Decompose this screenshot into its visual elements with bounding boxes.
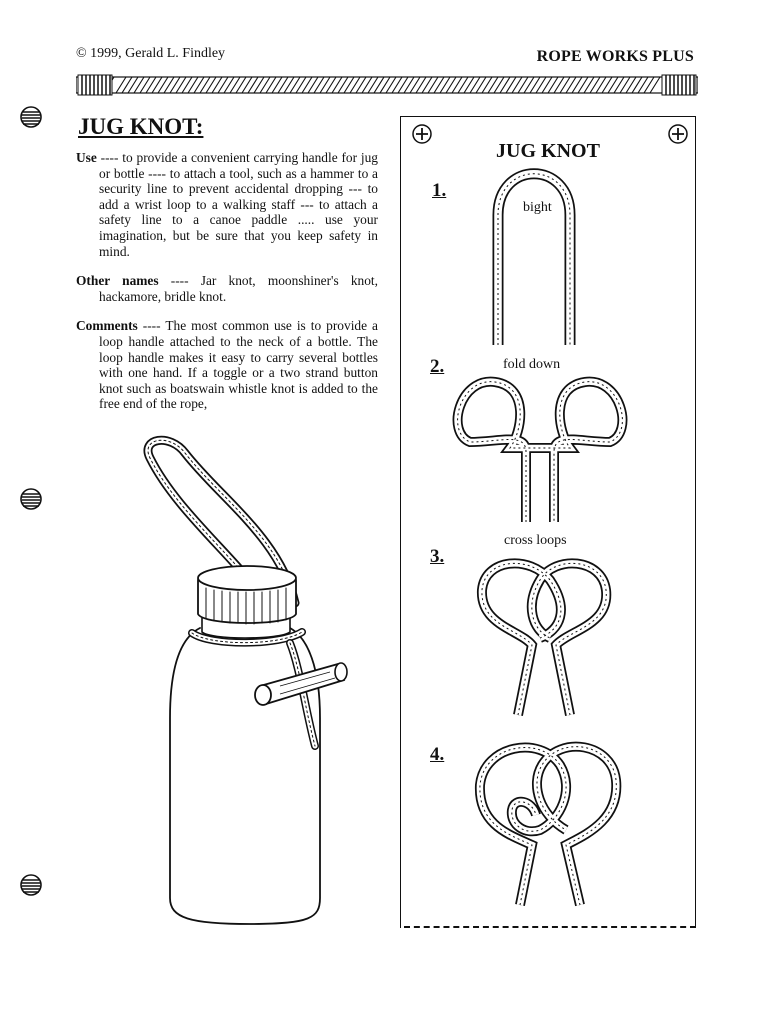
step-3-label: cross loops: [504, 533, 567, 548]
other-names-label: Other names: [76, 273, 159, 289]
copyright-notice: © 1999, Gerald L. Findley: [76, 46, 226, 61]
step-1-bight-diagram: [470, 165, 610, 350]
step-2-number: 2.: [430, 356, 445, 377]
binder-hole-icon: [20, 874, 42, 896]
binder-hole-icon: [20, 106, 42, 128]
use-label: Use: [76, 150, 97, 165]
cut-line: [404, 926, 696, 928]
step-2-fold-down-diagram: [450, 372, 630, 527]
brand-title: ROPE WORKS PLUS: [536, 48, 694, 65]
step-1-label: bight: [523, 200, 552, 215]
comments-text: ---- The most common use is to provide a loop handle attached to the neck of a bottle. The loop handle makes it easy to carry several bottles with one hand. If a toggle or a two strand button knot such as boatswain whistle knot is added to the free end of the rope,: [99, 318, 378, 412]
use-text: ---- to provide a convenient carrying handle for jug or bottle ---- to attach a tool, such as a hammer to a security line to prevent accidental dropping --- to add a wrist loop to a walking staff --- to attach a safety line to a canoe paddle ..... use your imagination, but be sure that you keep safety in mind.: [96, 150, 378, 259]
comments-label: Comments: [76, 318, 138, 334]
step-3-cross-loops-diagram: [470, 550, 620, 720]
rope-divider-image: [76, 74, 698, 96]
use-paragraph: [76, 150, 378, 259]
description-text: [76, 150, 378, 426]
step-3-number: 3.: [430, 546, 445, 567]
other-names-text: ---- Jar knot, moonshiner's knot, hackamore, bridle knot.: [99, 273, 378, 304]
jug-illustration: [130, 428, 380, 928]
comments-paragraph: [76, 318, 378, 412]
step-1-number: 1.: [432, 180, 447, 201]
step-2-label: fold down: [503, 357, 561, 372]
page-title: JUG KNOT:: [78, 114, 204, 139]
step-4-finished-knot-diagram: [470, 735, 630, 910]
binder-hole-icon: [20, 488, 42, 510]
other-names-paragraph: [76, 273, 378, 304]
step-4-number: 4.: [430, 744, 445, 765]
panel-title: JUG KNOT: [496, 140, 600, 162]
